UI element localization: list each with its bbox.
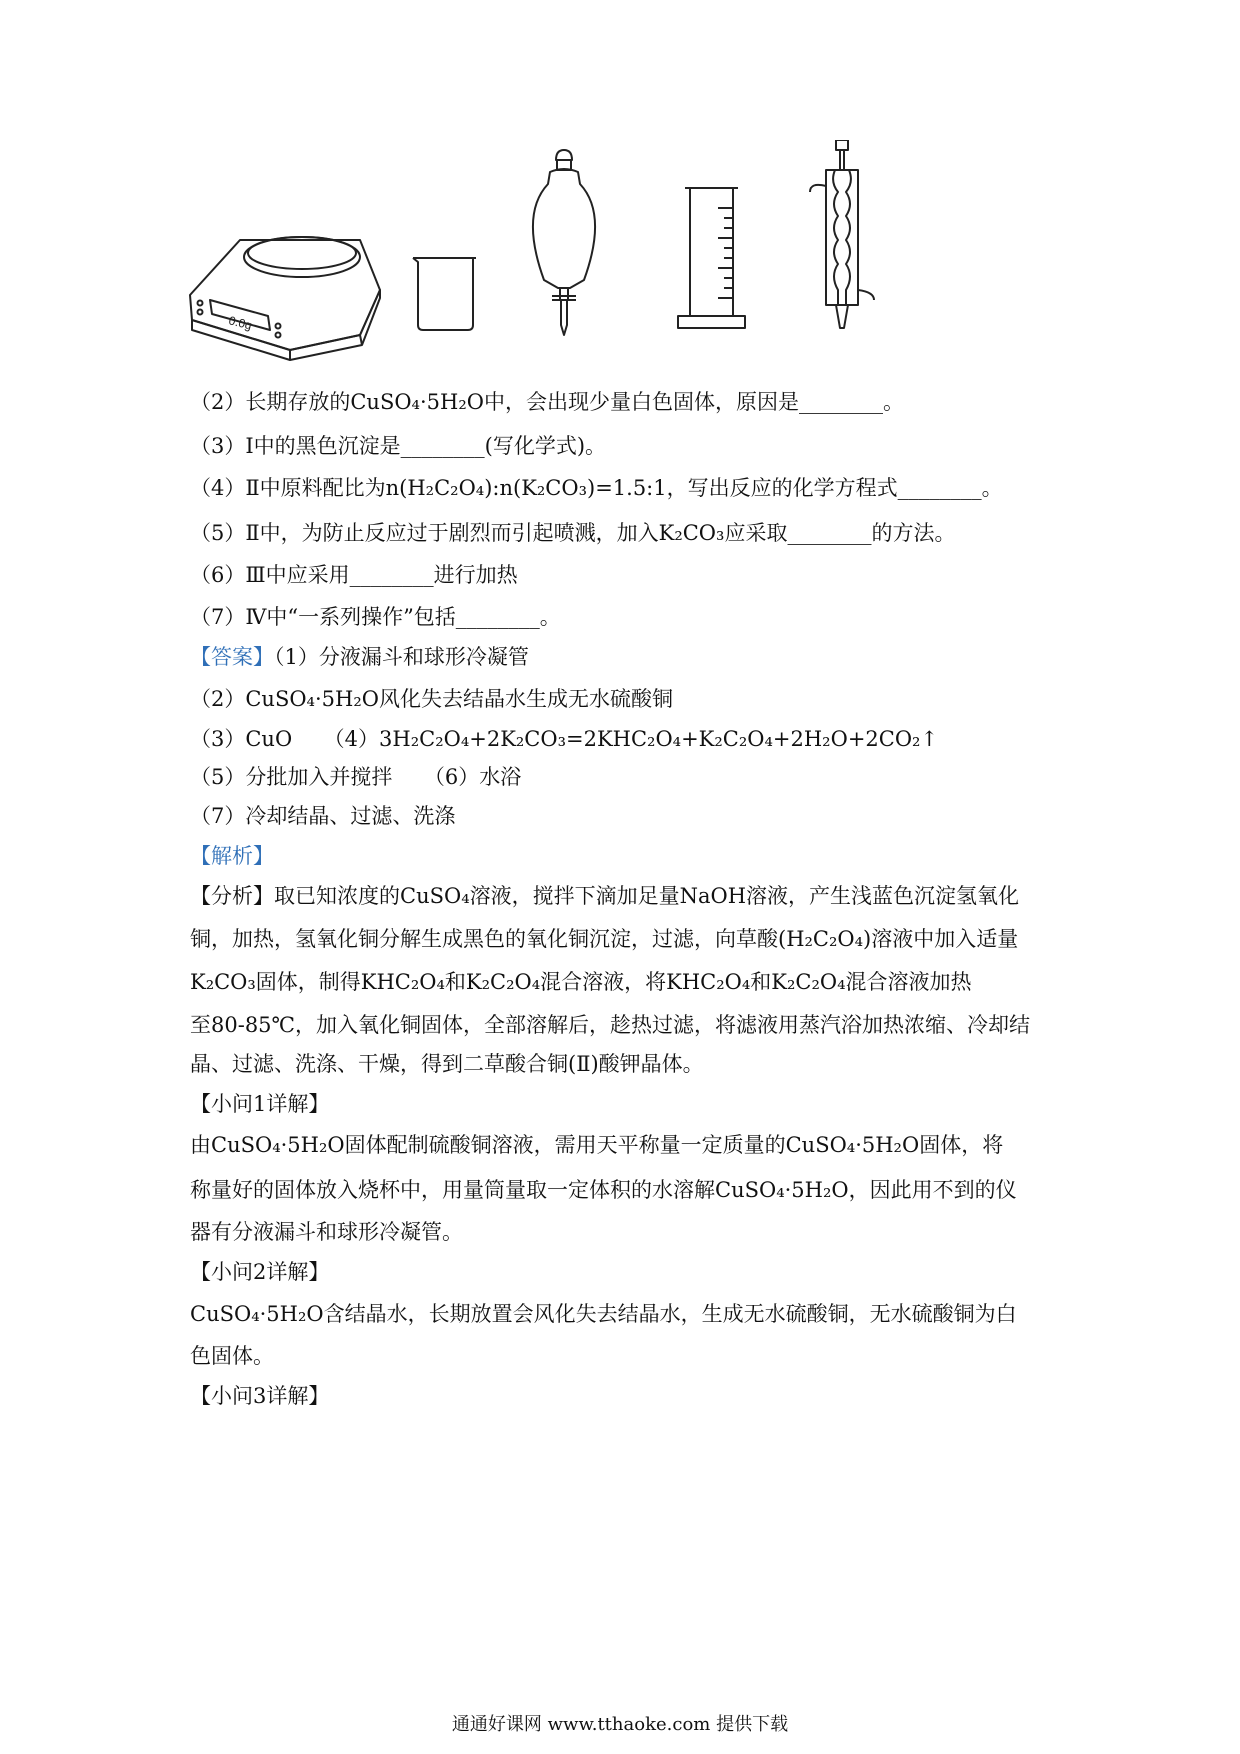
analysis-line: 【分析】取已知浓度的CuSO₄溶液，搅拌下滴加足量NaOH溶液，产生浅蓝色沉淀氢氧化 [190, 884, 1020, 908]
beaker-icon [413, 258, 476, 330]
q1-line: 称量好的固体放入烧杯中，用量筒量取一定体积的水溶解CuSO₄·5H₂O，因此用不到的仪 [190, 1178, 1017, 1202]
question-6: （6）Ⅲ中应采用________进行加热 [190, 563, 518, 587]
analysis-line: 至80-85℃，加入氧化铜固体，全部溶解后，趁热过滤，将滤液用蒸汽浴加热浓缩、冷却结 [190, 1013, 1031, 1037]
analysis-line: 铜，加热，氢氧化铜分解生成黑色的氧化铜沉淀，过滤，向草酸(H₂C₂O₄)溶液中加入适量 [190, 927, 1019, 951]
answer-5-6: （5）分批加入并搅拌 （6）水浴 [190, 765, 522, 789]
q2-line: 色固体。 [190, 1344, 274, 1368]
question-5: （5）Ⅱ中，为防止反应过于剧烈而引起喷溅，加入K₂CO₃应采取________的方法。 [190, 521, 956, 545]
q1-title: 【小问1详解】 [190, 1092, 330, 1116]
graduated-cylinder-icon [678, 188, 745, 328]
analysis-line: K₂CO₃固体，制得KHC₂O₄和K₂C₂O₄混合溶液，将KHC₂O₄和K₂C₂O₄混合溶液加热 [190, 970, 972, 994]
analysis-tag: 【解析】 [190, 844, 274, 868]
footer-text: 通通好课网 www.tthaoke.com 提供下载 [451, 1714, 789, 1735]
answer-tag: 【答案】 [190, 645, 274, 669]
answer-7: （7）冷却结晶、过滤、洗涤 [190, 804, 456, 828]
q3-title: 【小问3详解】 [190, 1384, 330, 1408]
answer-3-4: （3）CuO （4）3H₂C₂O₄+2K₂CO₃=2KHC₂O₄+K₂C₂O₄+2H₂O+2CO₂↑ [190, 727, 939, 751]
apparatus-figure [180, 140, 1020, 380]
q1-line: 器有分液漏斗和球形冷凝管。 [190, 1220, 463, 1244]
q2-title: 【小问2详解】 [190, 1260, 330, 1284]
answer-1: （1）分液漏斗和球形冷凝管 [274, 645, 529, 669]
question-2: （2）长期存放的CuSO₄·5H₂O中，会出现少量白色固体，原因是________。 [190, 390, 904, 414]
bulb-condenser-icon [810, 140, 874, 328]
answer-first-line [190, 643, 529, 671]
q1-line: 由CuSO₄·5H₂O固体配制硫酸铜溶液，需用天平称量一定质量的CuSO₄·5H₂O固体，将 [190, 1133, 1004, 1157]
separatory-funnel-icon [533, 150, 595, 335]
question-7: （7）Ⅳ中“一系列操作”包括________。 [190, 605, 561, 629]
balance-icon [190, 237, 380, 360]
analysis-line: 晶、过滤、洗涤、干燥，得到二草酸合铜(Ⅱ)酸钾晶体。 [190, 1052, 704, 1076]
question-3: （3）Ⅰ中的黑色沉淀是________(写化学式)。 [190, 434, 607, 458]
answer-2: （2）CuSO₄·5H₂O风化失去结晶水生成无水硫酸铜 [190, 687, 673, 711]
q2-line: CuSO₄·5H₂O含结晶水，长期放置会风化失去结晶水，生成无水硫酸铜，无水硫酸铜为白 [190, 1302, 1017, 1326]
question-4: （4）Ⅱ中原料配比为n(H₂C₂O₄):n(K₂CO₃)=1.5:1，写出反应的化学方程式________。 [190, 476, 1003, 500]
balance-display: 0.0g [227, 313, 254, 333]
